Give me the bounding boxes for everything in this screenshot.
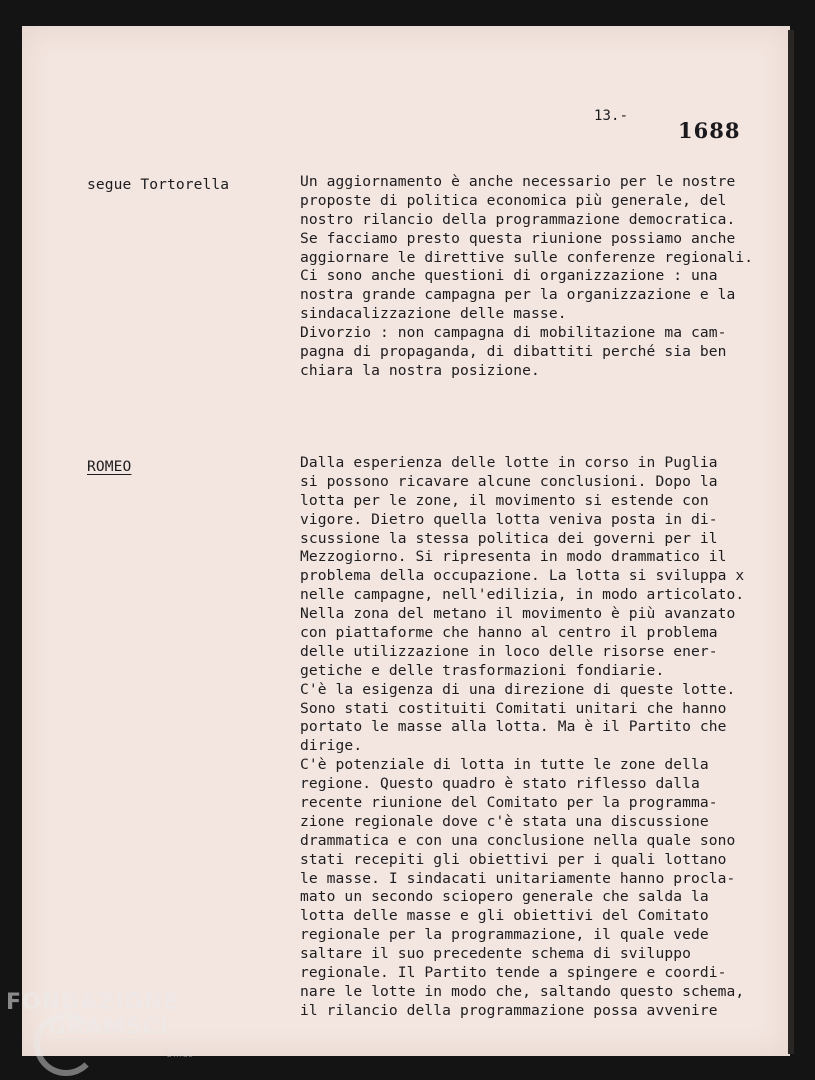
text-line: vigore. Dietro quella lotta veniva posta in di- <box>300 510 718 528</box>
text-line: regionale. Il Partito tende a spingere e coordi- <box>300 964 727 982</box>
text-line: Mezzogiorno. Si ripresenta in modo drammatico il <box>300 548 727 566</box>
archive-stamp-number: 1688 <box>678 118 741 143</box>
text-line: Dalla esperienza delle lotte in corso in Puglia <box>300 454 718 471</box>
text-line: nostro rilancio della programmazione democratica. <box>300 210 736 228</box>
text-line: Un aggiornamento è anche necessario per le nostre <box>300 173 736 190</box>
text-line: recente riunione del Comitato per la programma- <box>300 794 718 812</box>
speaker-label-tortorella: segue Tortorella <box>87 176 230 193</box>
text-line: getiche e delle trasformazioni fondiarie. <box>300 661 665 679</box>
text-line: lotta delle masse e gli obiettivi del Comitato <box>300 907 709 925</box>
text-line: Divorzio : non campagna di mobilitazione ma cam- <box>300 324 727 342</box>
text-line: regionale per la programmazione, il quale vede <box>300 926 709 944</box>
text-line: il rilancio della programmazione possa avvenire <box>300 1001 718 1019</box>
text-line: drammatica e con una conclusione nella quale sono <box>300 831 736 849</box>
text-line: mato un secondo sciopero generale che salda la <box>300 888 709 906</box>
paragraph-romeo <box>300 454 744 1021</box>
text-line: Ci sono anche questioni di organizzazione : una <box>300 267 718 285</box>
text-line: aggiornare le direttive sulle conferenze regionali. <box>300 248 754 266</box>
text-line: nare le lotte in modo che, saltando questo schema, <box>300 982 745 1000</box>
text-line: Sono stati costituiti Comitati unitari che hanno <box>300 699 727 717</box>
text-line: nostra grande campagna per la organizzazione e la <box>300 286 736 304</box>
text-line: C'è la esigenza di una direzione di queste lotte. <box>300 680 736 698</box>
text-line: stati recepiti gli obiettivi per i quali lottano <box>300 850 727 868</box>
page-edge-shadow <box>788 30 794 1054</box>
text-line: Nella zona del metano il movimento è più avanzato <box>300 605 736 623</box>
text-line: lotta per le zone, il movimento si estende con <box>300 491 709 509</box>
text-line: si possono ricavare alcune conclusioni. Dopo la <box>300 472 718 490</box>
text-line: con piattaforme che hanno al centro il problema <box>300 624 718 642</box>
page-number: 13.- <box>594 108 629 124</box>
text-line: sindacalizzazione delle masse. <box>300 305 567 323</box>
text-line: pagna di propaganda, di dibattiti perché sia ben <box>300 343 727 361</box>
text-line: problema della occupazione. La lotta si sviluppa x <box>300 567 745 585</box>
paragraph-tortorella <box>300 173 753 381</box>
watermark-line-3: Onlus <box>166 1050 194 1059</box>
text-line: dirige. <box>300 737 363 755</box>
text-line: chiara la nostra posizione. <box>300 361 540 379</box>
text-line: nelle campagne, nell'edilizia, in modo articolato. <box>300 586 745 604</box>
text-line: proposte di politica economica più generale, del <box>300 191 727 209</box>
text-line: le masse. I sindacati unitariamente hanno procla- <box>300 869 736 887</box>
text-line: zione regionale dove c'è stata una discussione <box>300 812 709 830</box>
text-line: saltare il suo precedente schema di sviluppo <box>300 945 691 963</box>
text-line: delle utilizzazione in loco delle risorse ener- <box>300 642 718 660</box>
text-line: Se facciamo presto questa riunione possiamo anche <box>300 229 736 247</box>
text-line: C'è potenziale di lotta in tutte le zone della <box>300 756 709 774</box>
watermark-line-2: GRAMSCI <box>48 1015 170 1040</box>
text-line: portato le masse alla lotta. Ma è il Partito che <box>300 718 727 736</box>
watermark-line-1: FONDAZIONE <box>6 990 180 1015</box>
text-line: regione. Questo quadro è stato riflesso dalla <box>300 775 700 793</box>
fondazione-gramsci-watermark <box>6 990 194 1059</box>
speaker-label-romeo: ROMEO <box>87 458 132 475</box>
watermark-logo-ring <box>34 1012 98 1076</box>
text-line: scussione la stessa politica dei governi per il <box>300 529 718 547</box>
